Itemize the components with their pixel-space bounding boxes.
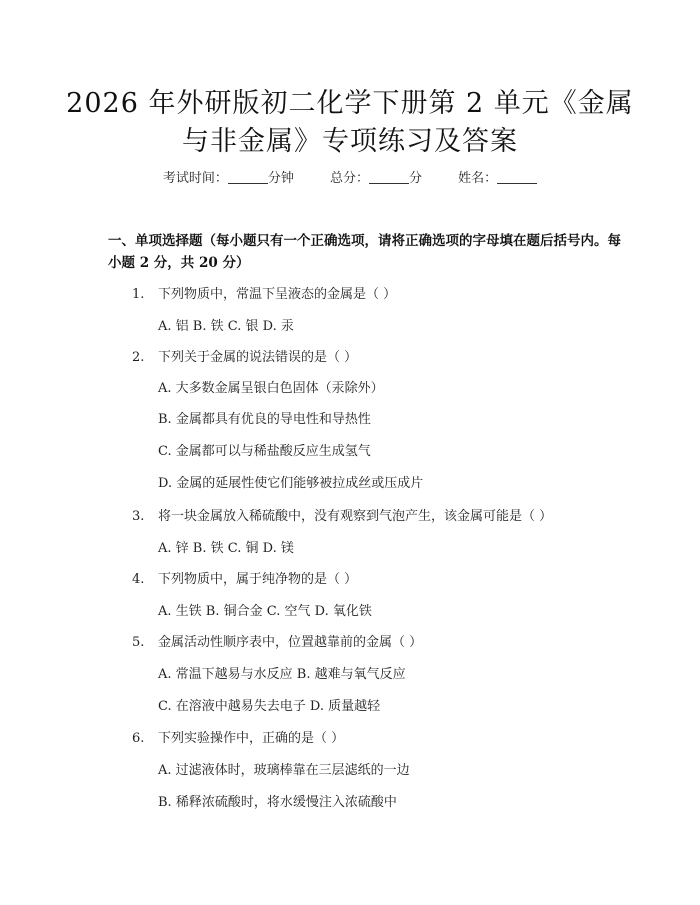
student-name-blank[interactable]: [497, 169, 537, 184]
question-number: 4.: [132, 572, 145, 587]
document-title-line-1: 2026 年外研版初二化学下册第 2 单元《金属: [66, 88, 634, 119]
question-2-option-a: A. 大多数金属呈银白色固体（汞除外）: [158, 381, 384, 396]
question-6: [132, 727, 344, 746]
question-text: 将一块金属放入稀硫酸中，没有观察到气泡产生，该金属可能是（ ）: [158, 509, 553, 524]
exam-time-blank[interactable]: [228, 169, 268, 184]
question-number: 6.: [132, 731, 145, 746]
exam-meta-row: [0, 167, 700, 186]
question-2-option-d: D. 金属的延展性使它们能够被拉成丝或压成片: [158, 476, 424, 491]
exam-time-label: 考试时间：: [162, 171, 228, 186]
question-3-options: A. 锌 B. 铁 C. 铜 D. 镁: [158, 541, 294, 556]
exam-time-field: [163, 167, 294, 186]
question-4: [132, 568, 357, 587]
question-1: [132, 283, 396, 302]
question-number: 2.: [132, 350, 145, 365]
total-score-blank[interactable]: [369, 169, 409, 184]
question-2-option-c: C. 金属都可以与稀盐酸反应生成氢气: [158, 444, 371, 459]
question-5: [132, 631, 422, 650]
question-text: 下列关于金属的说法错误的是（ ）: [158, 350, 358, 365]
exam-time-unit: 分钟: [267, 171, 294, 186]
question-text: 金属活动性顺序表中，位置越靠前的金属（ ）: [158, 635, 423, 650]
question-2: [132, 346, 357, 365]
section-heading-single-choice: 一、单项选择题（每小题只有一个正确选项，请将正确选项的字母填在题后括号内。每小题 2 分，共 20 分）: [108, 233, 621, 271]
question-number: 1.: [132, 287, 145, 302]
question-6-option-a: A. 过滤液体时，玻璃棒靠在三层滤纸的一边: [158, 763, 410, 778]
question-2-option-b: B. 金属都具有优良的导电性和导热性: [158, 412, 371, 427]
question-6-option-b: B. 稀释浓硫酸时，将水缓慢注入浓硫酸中: [158, 795, 397, 810]
total-score-label: 总分：: [329, 171, 369, 186]
student-name-field: [458, 167, 537, 186]
question-5-options-ab: A. 常温下越易与水反应 B. 越难与氧气反应: [158, 667, 406, 682]
question-5-options-cd: C. 在溶液中越易失去电子 D. 质量越轻: [158, 699, 381, 714]
total-score-field: [330, 167, 422, 186]
question-number: 3.: [132, 509, 145, 524]
question-1-options: A. 铝 B. 铁 C. 银 D. 汞: [158, 319, 294, 334]
student-name-label: 姓名：: [458, 171, 498, 186]
total-score-unit: 分: [409, 171, 423, 186]
question-4-options: A. 生铁 B. 铜合金 C. 空气 D. 氧化铁: [158, 604, 372, 619]
question-3: [132, 505, 552, 524]
question-text: 下列物质中，常温下呈液态的金属是（ ）: [158, 287, 397, 302]
document-title-line-2: 与非金属》专项练习及答案: [182, 126, 518, 157]
question-text: 下列物质中，属于纯净物的是（ ）: [158, 572, 358, 587]
question-text: 下列实验操作中，正确的是（ ）: [158, 731, 345, 746]
question-number: 5.: [132, 635, 145, 650]
